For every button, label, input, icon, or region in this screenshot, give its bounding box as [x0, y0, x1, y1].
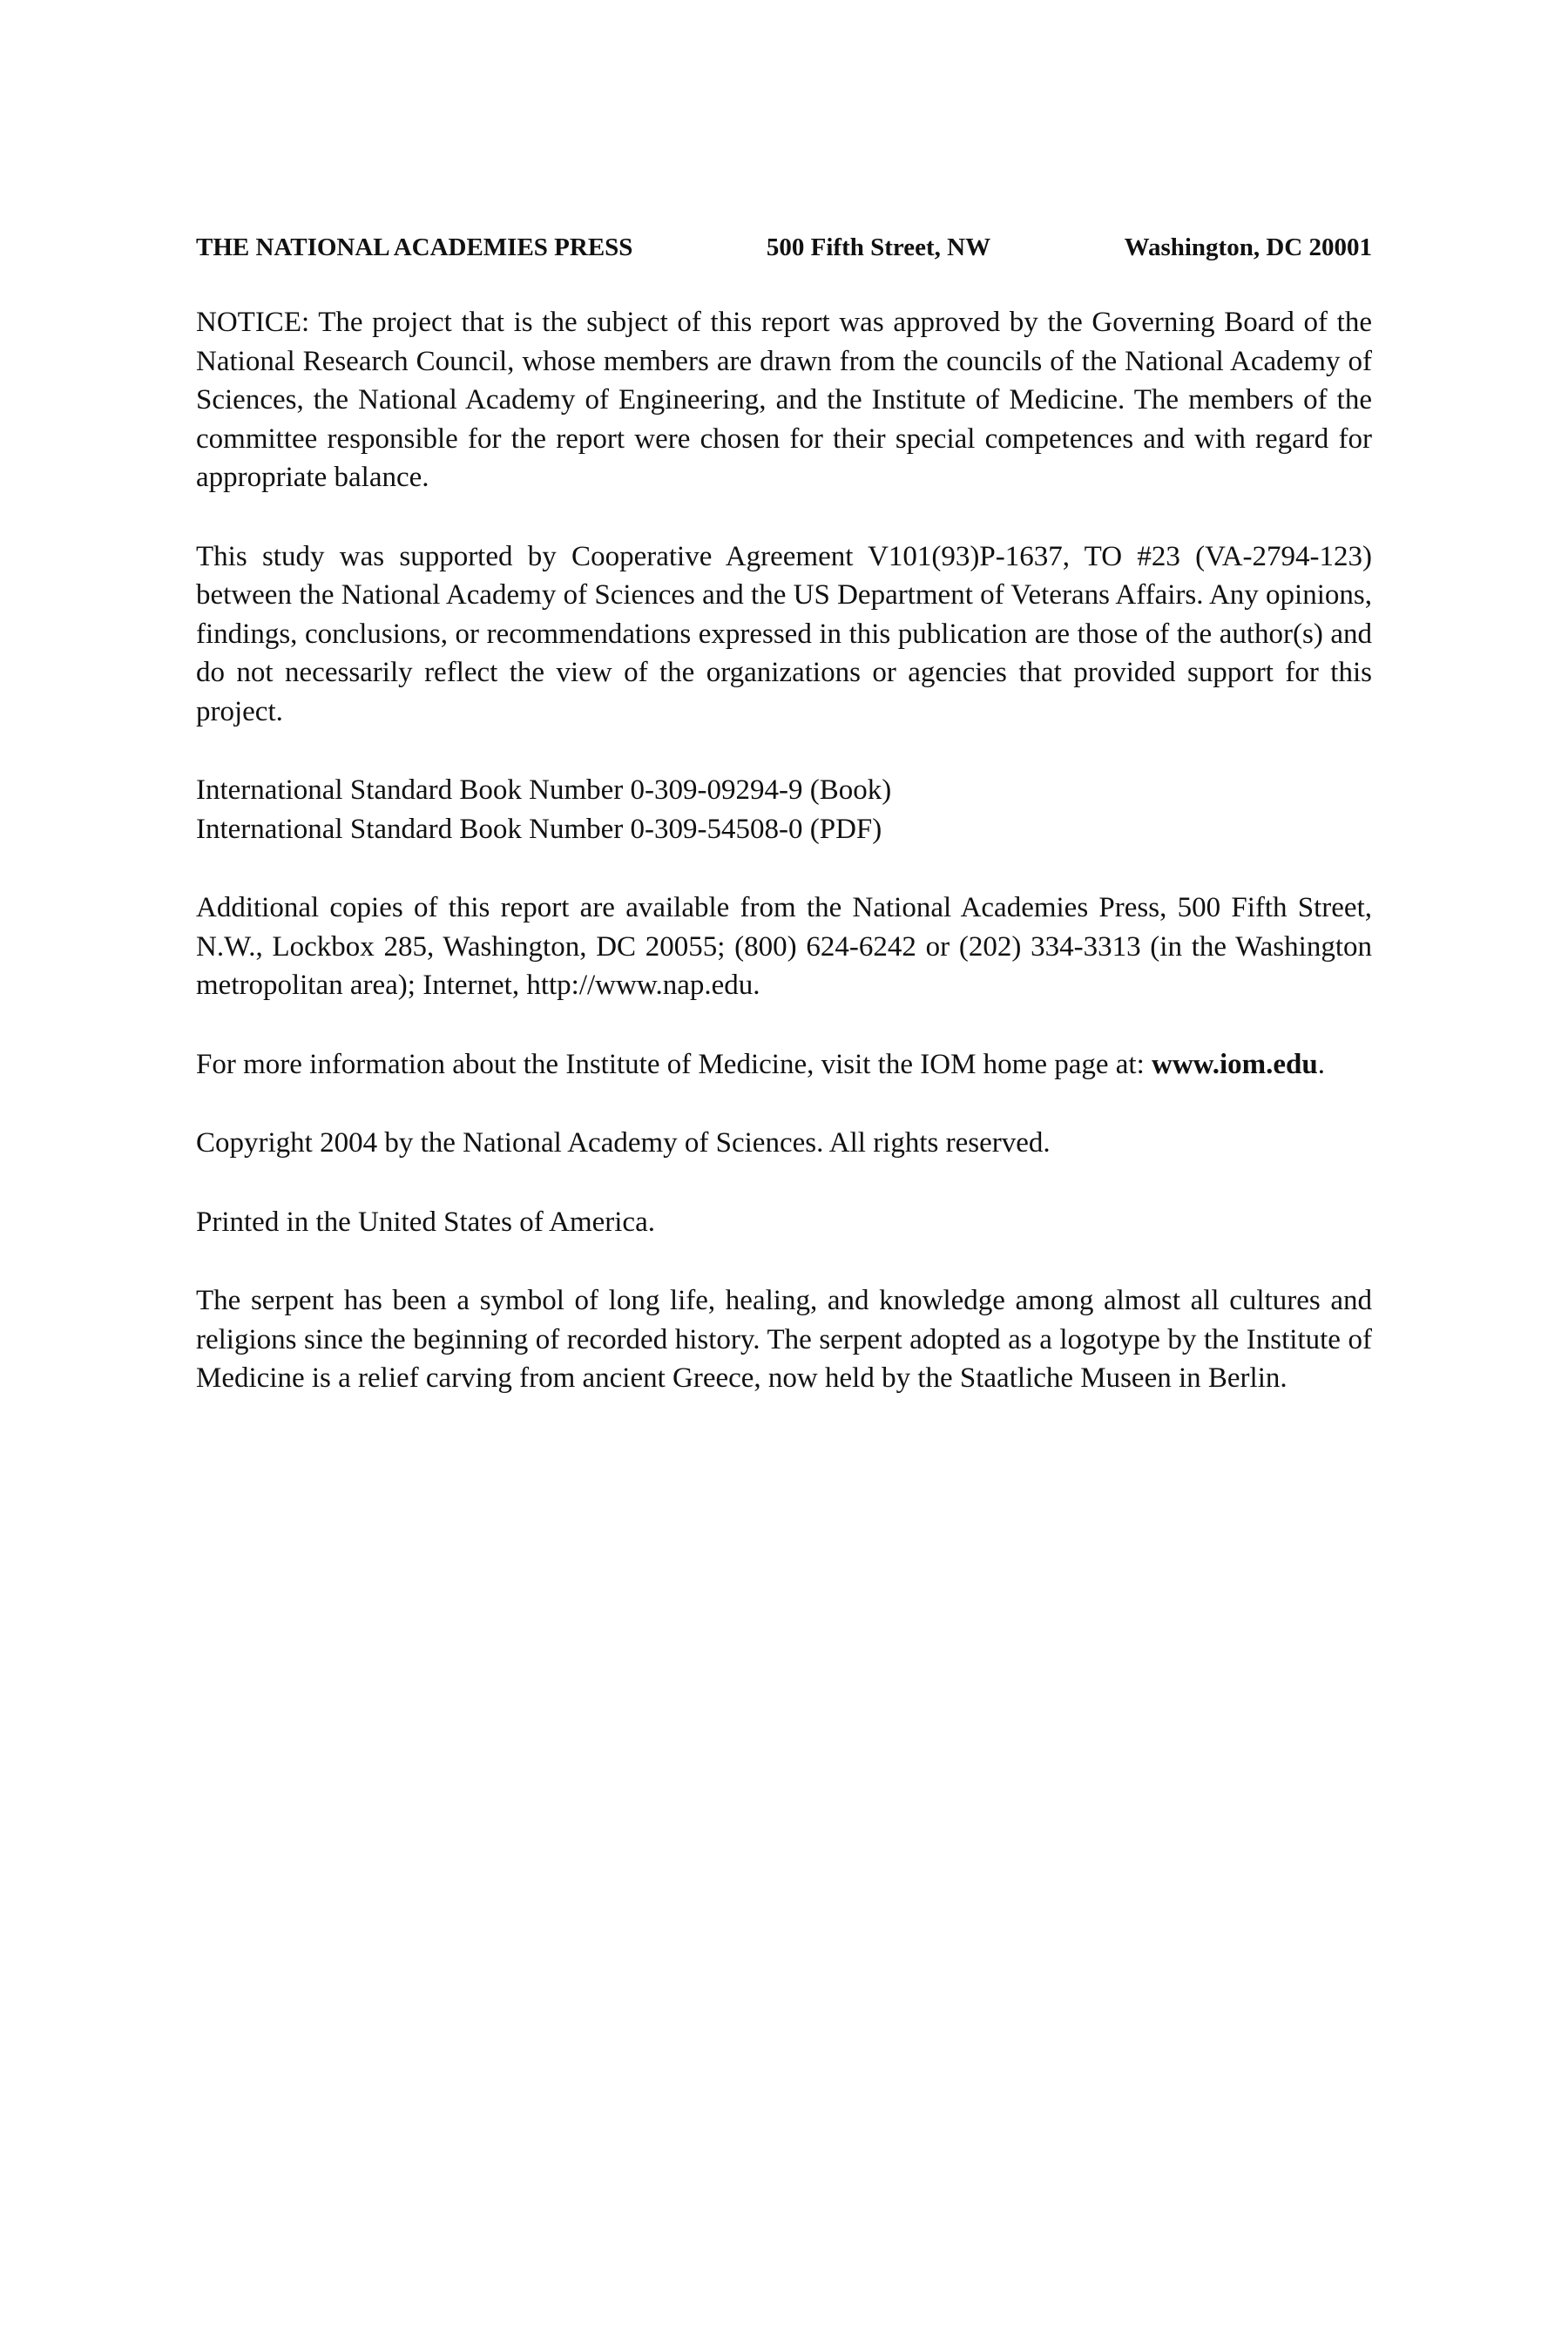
support-paragraph: This study was supported by Cooperative Agreement V101(93)P-1637, TO #23 (VA-​2794-123) between the National Academy of Sciences and the US Department of Veterans Affairs. Any opinions, findings, conclusions, or recommendations expressed in this publication are those of the author(s) and do not necessarily reflect the view of the organizations or agencies that provided support for this project.: [196, 540, 1372, 727]
notice-paragraph: NOTICE: The project that is the subject of this report was approved by the Governing Board of the National Research Council, whose members are drawn from the councils of the National Academy of Sciences, the National Academy of Engineering, and the Institute of Medicine. The members of the committee responsible for the report were chosen for their special competences and with regard for appropriate balance.: [196, 307, 1372, 493]
copyright-page: [196, 228, 1372, 1438]
copyright-notice: Copyright 2004 by the National Academy of Sciences. All rights reserved.: [196, 1127, 1051, 1159]
isbn-block: [196, 771, 1372, 848]
printed-notice: Printed in the United States of America.: [196, 1206, 655, 1238]
isbn-pdf: International Standard Book Number 0-309-54508-0 (PDF): [196, 813, 882, 845]
publisher-street: 500 Fifth Street, NW: [766, 233, 991, 261]
serpent-paragraph: The serpent has been a symbol of long life, healing, and knowledge among almost all cultures and religions since the beginning of recorded history. The serpent adopted as a logotype by the Institute of Medicine is a relief carving from ancient Greece, now held by the Staatliche Museen in Berlin.: [196, 1285, 1372, 1394]
publisher-city: Washington, DC 20001: [1124, 233, 1372, 261]
publisher-name: THE NATIONAL ACADEMIES PRESS: [196, 233, 633, 261]
iom-info-period: .: [1317, 1048, 1325, 1080]
additional-copies-paragraph: Additional copies of this report are available from the National Academies Press, 500 Fifth Street, N.W., Lockbox 285, Washington, DC 20055; (800) 624-6242 or (202) 334-​3313 (in the Washington metropolitan area); Internet, http://www.nap.edu.: [196, 892, 1372, 1001]
iom-link[interactable]: www.iom.edu: [1152, 1048, 1318, 1080]
publisher-header: [196, 228, 1372, 267]
isbn-book: International Standard Book Number 0-309-09294-9 (Book): [196, 774, 892, 806]
iom-info-text: For more information about the Institute of Medicine, visit the IOM home page at:: [196, 1048, 1145, 1080]
iom-info-paragraph: [196, 1045, 1372, 1085]
